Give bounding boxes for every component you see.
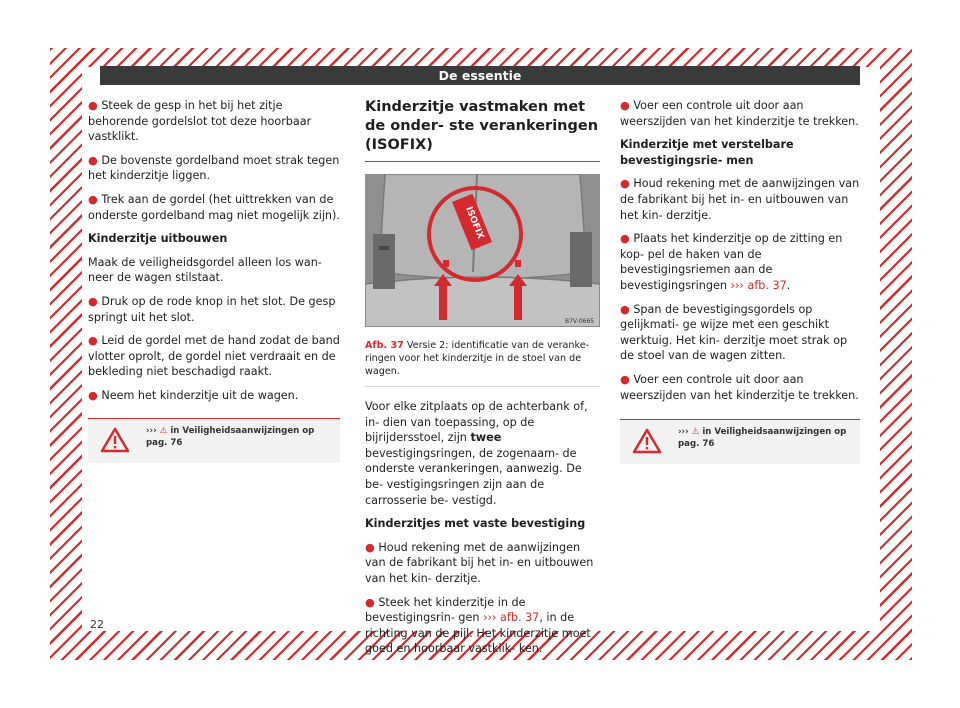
page-number: 22	[90, 618, 104, 631]
bullet-icon: ●	[88, 334, 98, 348]
right-column	[620, 98, 860, 464]
bullet-icon: ●	[88, 192, 98, 206]
bullet-icon: ●	[88, 99, 98, 112]
isofix-label: ISOFIX	[463, 205, 486, 241]
list-item: ● Houd rekening met de aanwijzingen van de fabrikant bij het in- en uitbouwen van het kin- derzitje.	[620, 177, 860, 222]
list-item: ● Steek de gesp in het bij het zitje behorende gordelslot tot deze hoorbaar vastklikt.	[88, 99, 312, 144]
bullet-icon: ●	[88, 388, 98, 402]
warning-icon	[632, 428, 662, 454]
left-column	[88, 98, 340, 463]
bullet-icon: ●	[365, 595, 375, 609]
bullet-icon: ●	[620, 99, 630, 112]
bullet-icon: ●	[365, 540, 375, 554]
figure-caption: Afb. 37 Versie 2: identificatie van de veranke- ringen voor het kinderzitje in de stoel van de wagen.	[365, 339, 600, 387]
warning-text[interactable]: ››› ⚠ in Veiligheidsaanwijzingen op pag. 76	[146, 425, 315, 448]
seat-illustration	[365, 174, 600, 327]
bullet-icon: ●	[620, 372, 630, 386]
list-item: ● Trek aan de gordel (het uittrekken van de onderste gordelband mag niet mogelijk zijn).	[88, 192, 340, 222]
figure-isofix	[365, 174, 600, 327]
warning-box	[88, 418, 340, 463]
warning-small-icon: ⚠	[691, 427, 700, 438]
warning-text[interactable]: ››› ⚠ in Veiligheidsaanwijzingen op pag. 76	[678, 427, 847, 450]
header-bar: De essentie	[100, 66, 860, 85]
bullet-icon: ●	[620, 177, 630, 191]
warning-icon	[100, 427, 130, 453]
middle-column	[365, 98, 600, 665]
list-item: ● Steek het kinderzitje in de bevestigingsrin- gen ››› afb. 37, in de richting van de pijl. Het kinderzitje moet goed en hoorbaar vastklik- ken.	[365, 595, 591, 656]
subheading: Kinderzitjes met vaste bevestiging	[365, 517, 586, 531]
figure-code: B7V-0665	[565, 318, 595, 325]
bullet-icon: ●	[620, 232, 630, 246]
figure-link[interactable]: ››› afb. 37	[730, 278, 787, 292]
paragraph: Voor elke zitplaats op de achterbank of, in- dien van toepassing, op de bijrijdersstoel, zijn twee bevestigingsringen, de zogenaam- de onderste verankeringen, aanwezig. De be- vestigingsringen zijn aan de carrosserie be- vestigd.	[365, 400, 588, 507]
list-item: ● Druk op de rode knop in het slot. De gesp springt uit het slot.	[88, 294, 336, 324]
list-item: ● Plaats het kinderzitje op de zitting en kop- pel de haken van de bevestigingsriemen aan de bevestigingsringen ››› afb. 37.	[620, 232, 843, 292]
subheading: Kinderzitje met verstelbare bevestigingsrie- men	[620, 138, 794, 167]
figure-link[interactable]: ››› afb. 37	[483, 611, 540, 625]
list-item: ● Voer een controle uit door aan weerszijden van het kinderzitje te trekken.	[620, 99, 859, 128]
list-item: ● Leid de gordel met de hand zodat de band vlotter oprolt, de gordel niet verdraait en de bekleding niet beschadigd raakt.	[88, 334, 340, 379]
list-item: ● Span de bevestigingsgordels op gelijkmati- ge wijze met een geschikt werktuig. Het kin- derzitje moet strak op de stoel van de wagen zitten.	[620, 302, 848, 363]
bullet-icon: ●	[88, 294, 98, 308]
list-item: ● De bovenste gordelband moet strak tegen het kinderzitje liggen.	[88, 153, 340, 183]
figure-ref: Afb. 37	[365, 340, 404, 351]
paragraph: Maak de veiligheidsgordel alleen los wan- neer de wagen stilstaat.	[88, 255, 322, 285]
section-title: Kinderzitje vastmaken met de onder- ste verankeringen (ISOFIX)	[365, 98, 600, 162]
list-item: ● Houd rekening met de aanwijzingen van de fabrikant bij het in- en uitbouwen van het kin- derzitje.	[365, 540, 594, 585]
list-item: ● Voer een controle uit door aan weerszijden van het kinderzitje te trekken.	[620, 372, 859, 402]
bullet-icon: ●	[620, 302, 630, 316]
list-item: ● Neem het kinderzitje uit de wagen.	[88, 388, 299, 402]
subheading: Kinderzitje uitbouwen	[88, 232, 228, 246]
bullet-icon: ●	[88, 153, 98, 167]
warning-box	[620, 419, 860, 464]
warning-small-icon: ⚠	[159, 425, 168, 436]
